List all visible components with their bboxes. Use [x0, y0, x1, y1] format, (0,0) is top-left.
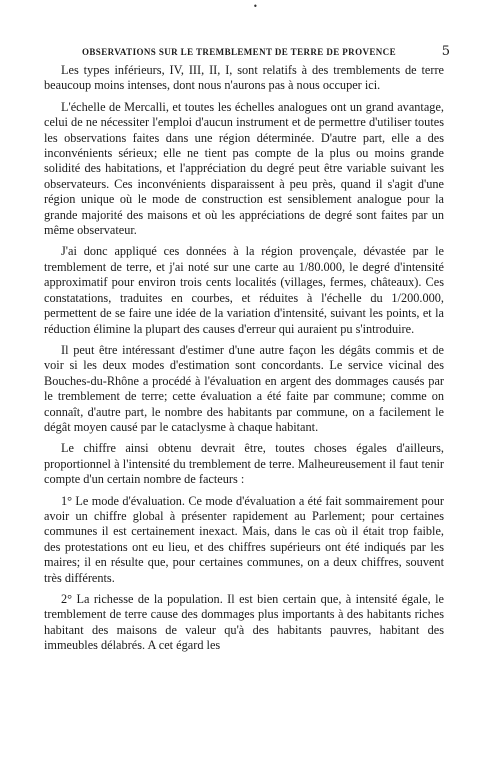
paragraph-5: Le chiffre ainsi obtenu devrait être, toutes choses égales d'ailleurs, proportionnel à l'intensité du tremblement de terre. Malheureusement il faut tenir compte d'un certain nombre de facteurs :	[44, 441, 444, 487]
paragraph-6: 1° Le mode d'évaluation. Ce mode d'évaluation a été fait sommairement pour avoir un chiffre global à présenter rapidement au Parlement; pour certaines communes il est certainement inexact. Mais, dans le cas où il était trop faible, des protestations ont eu lieu, et des chiffres supérieurs ont été indiqués par les maires; il en résulte que, pour certaines communes, on a deux chiffres, souvent très différents.	[44, 493, 444, 585]
running-head	[82, 44, 450, 59]
body-text	[44, 63, 444, 654]
paragraph-1: Les types inférieurs, IV, III, II, I, sont relatifs à des tremblements de terre beaucoup moins intenses, dont nous n'aurons pas à nous occuper ici.	[44, 63, 444, 93]
paragraph-7: 2° La richesse de la population. Il est bien certain que, à intensité égale, le tremblement de terre cause des dommages plus importants à des habitants riches habitant des maisons de valeur qu'à des habitants pauvres, habitant des immeubles délabrés. A cet égard les	[44, 592, 444, 653]
page-speck: •	[253, 2, 258, 11]
paragraph-2: L'échelle de Mercalli, et toutes les échelles analogues ont un grand avantage, celui de ne nécessiter l'emploi d'aucun instrument et de permettre d'utiliser toutes les observations faites dans une région déterminée. D'autre part, elle a des inconvénients sérieux; elle ne tient pas compte de la plus ou moins grande solidité des habitations, et l'appréciation du degré peut être variable suivant les observateurs. Ces inconvénients disparaissent à peu près, quand il s'agit d'une région unique où le mode de construction est sensiblement analogue pour la grande majorité des maisons et où les appréciations de degré sont faites par un même observateur.	[44, 99, 444, 238]
running-title: OBSERVATIONS SUR LE TREMBLEMENT DE TERRE DE PROVENCE	[82, 47, 396, 57]
page-number: 5	[441, 44, 450, 59]
paragraph-3: J'ai donc appliqué ces données à la région provençale, dévastée par le tremblement de terre, et j'ai noté sur une carte au 1/80.000, le degré d'intensité approximatif pour environ trois cents localités (villages, fermes, châteaux). Ces constatations, traduites en courbes, et réduites à l'échelle du 1/200.000, permettent de se faire une idée de la variation d'intensité, suivant les points, et la réduction élimine la plupart des causes d'erreur qui auraient pu s'introduire.	[44, 244, 444, 336]
paragraph-4: Il peut être intéressant d'estimer d'une autre façon les dégâts commis et de voir si les deux modes d'estimation sont concordants. Le service vicinal des Bouches-du-Rhône a procédé à l'évaluation en argent des dommages causés par le tremblement de terre; cette évaluation a été faite par commune; comme on connaît, d'autre part, le nombre des habitants par commune, on a facilement le dégât moyen causé par le cataclysme à chaque habitant.	[44, 342, 444, 434]
